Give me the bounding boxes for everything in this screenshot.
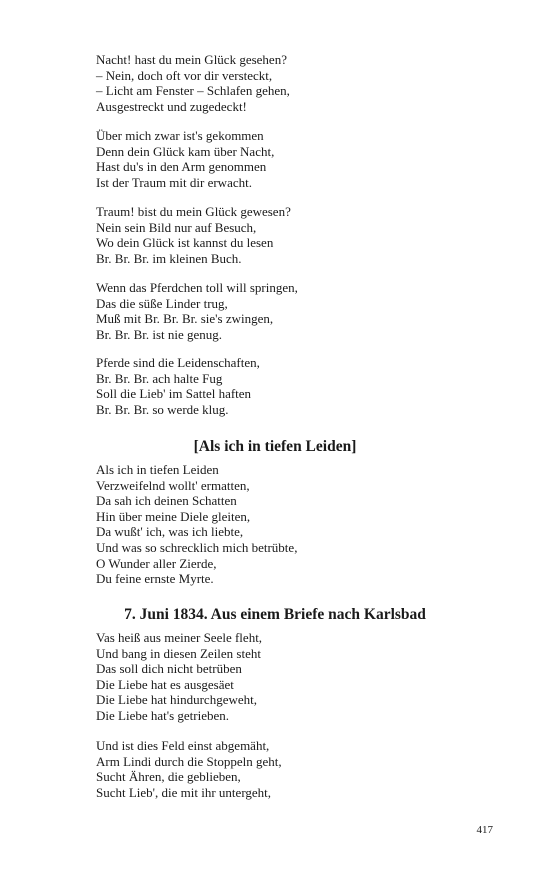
verse-line: Über mich zwar ist's gekommen — [96, 128, 264, 143]
verse-line: Br. Br. Br. im kleinen Buch. — [96, 250, 242, 266]
verse-line: Nein sein Bild nur auf Besuch, — [96, 219, 257, 235]
verse-line: Wo dein Glück ist kannst du lesen — [96, 235, 274, 251]
verse-line: Denn dein Glück kam über Nacht, — [96, 143, 275, 159]
verse-line: Da sah ich deinen Schatten — [96, 493, 237, 509]
poem-heading: 7. Juni 1834. Aus einem Briefe nach Karlsbad — [124, 606, 426, 623]
verse-line: Die Liebe hat's getrieben. — [96, 707, 230, 723]
verse-line: Das soll dich nicht betrüben — [96, 661, 242, 677]
verse-line: Br. Br. Br. so werde klug. — [96, 401, 229, 417]
verse-line: Traum! bist du mein Glück gewesen? — [96, 204, 291, 219]
stanza — [96, 204, 291, 266]
page-number: 417 — [476, 824, 493, 836]
verse-line: Die Liebe hat es ausgesäet — [96, 676, 234, 692]
verse-line: Da wußt' ich, was ich liebte, — [96, 524, 244, 540]
verse-line: Pferde sind die Leidenschaften, — [96, 355, 260, 370]
stanza — [96, 52, 290, 114]
stanza — [96, 128, 274, 190]
verse-line: Ist der Traum mit dir erwacht. — [96, 174, 252, 190]
verse-line: Ausgestreckt und zugedeckt! — [96, 98, 247, 114]
verse-line: Br. Br. Br. ist nie genug. — [96, 326, 223, 342]
verse-line: Sucht Ähren, die geblieben, — [96, 769, 241, 785]
poem-heading: [Als ich in tiefen Leiden] — [193, 438, 357, 455]
verse-line: Als ich in tiefen Leiden — [96, 462, 219, 477]
stanza — [96, 630, 262, 724]
verse-line: Das die süße Linder trug, — [96, 295, 228, 311]
verse-line: Die Liebe hat hindurchgeweht, — [96, 692, 257, 708]
verse-line: Und ist dies Feld einst abgemäht, — [96, 738, 270, 753]
verse-line: Du feine ernste Myrte. — [96, 571, 214, 587]
verse-line: Vas heiß aus meiner Seele fleht, — [96, 630, 263, 645]
verse-line: Muß mit Br. Br. Br. sie's zwingen, — [96, 311, 274, 327]
stanza — [96, 280, 298, 342]
stanza — [96, 738, 282, 800]
verse-line: Arm Lindi durch die Stoppeln geht, — [96, 753, 282, 769]
verse-line: Hast du's in den Arm genommen — [96, 159, 267, 175]
stanza — [96, 355, 260, 417]
verse-line: – Nein, doch oft vor dir versteckt, — [96, 67, 273, 83]
verse-line: Wenn das Pferdchen toll will springen, — [96, 280, 298, 295]
verse-line: Und bang in diesen Zeilen steht — [96, 645, 261, 661]
verse-line: O Wunder aller Zierde, — [96, 555, 217, 571]
verse-line: Nacht! hast du mein Glück gesehen? — [96, 52, 287, 67]
verse-line: Hin über meine Diele gleiten, — [96, 508, 251, 524]
verse-line: Verzweifelnd wollt' ermatten, — [96, 477, 250, 493]
verse-line: Und was so schrecklich mich betrübte, — [96, 539, 298, 555]
verse-line: Soll die Lieb' im Sattel haften — [96, 386, 252, 402]
verse-line: Br. Br. Br. ach halte Fug — [96, 370, 223, 386]
verse-line: – Licht am Fenster – Schlafen gehen, — [96, 83, 290, 99]
verse-line: Sucht Lieb', die mit ihr untergeht, — [96, 784, 272, 800]
stanza — [96, 462, 297, 587]
